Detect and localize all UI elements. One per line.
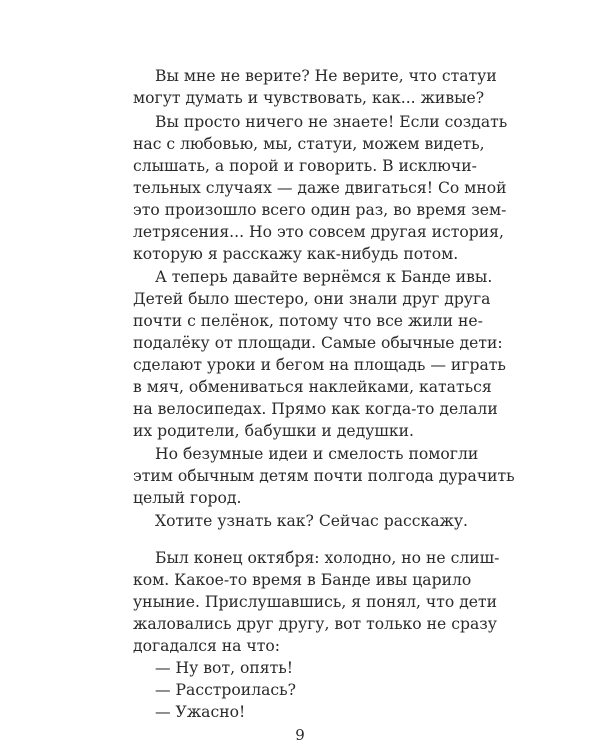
text-line: почти с пелёнок, потому что все жили не-: [133, 312, 483, 330]
text-line: на велосипедах. Прямо как когда-то делали: [133, 400, 498, 418]
text-line: слышать, а порой и говорить. В исключи-: [133, 157, 477, 175]
text-line: летрясения... Но это совсем другая история,: [133, 223, 504, 241]
page-number: 9: [295, 726, 305, 744]
text-line: нас с любовью, мы, статуи, можем видеть,: [133, 135, 485, 153]
text-line: этим обычным детям почти полгода дурачить: [133, 467, 515, 485]
text-line: Вы мне не верите? Не верите, что статуи: [155, 67, 497, 85]
text-line: это произошло всего один раз, во время зем-: [133, 201, 507, 219]
text-line: Вы просто ничего не знаете! Если создать: [155, 113, 508, 131]
text-line: которую я расскажу как-нибудь потом.: [133, 245, 459, 263]
text-line: Но безумные идеи и смелость помогли: [155, 445, 479, 463]
text-line: уныние. Прислушавшись, я понял, что дети: [133, 593, 498, 611]
text-line: А теперь давайте вернёмся к Банде ивы.: [155, 268, 493, 286]
text-line: догадался на что:: [133, 637, 281, 655]
text-line: Детей было шестеро, они знали друг друга: [133, 290, 491, 308]
dialogue-line: — Ну вот, опять!: [155, 659, 293, 677]
text-line: сделают уроки и бегом на площадь — играть: [133, 356, 506, 374]
dialogue-line: — Расстроилась?: [155, 681, 296, 699]
text-line: в мяч, обмениваться наклейками, кататься: [133, 378, 492, 396]
text-line: тельных случаях — даже двигаться! Со мной: [133, 179, 507, 197]
text-line: их родители, бабушки и дедушки.: [133, 422, 414, 440]
dialogue-line: — Ужасно!: [155, 703, 246, 721]
text-line: Был конец октября: холодно, но не слиш-: [155, 549, 500, 567]
text-line: ком. Какое-то время в Банде ивы царило: [133, 571, 472, 589]
text-line: жаловались друг другу, вот только не сразу: [133, 615, 497, 633]
text-line: подалёку от площади. Самые обычные дети:: [133, 334, 503, 352]
text-line: Хотите узнать как? Сейчас расскажу.: [155, 512, 468, 530]
text-line: целый город.: [133, 489, 242, 507]
text-line: могут думать и чувствовать, как... живые?: [133, 89, 485, 107]
